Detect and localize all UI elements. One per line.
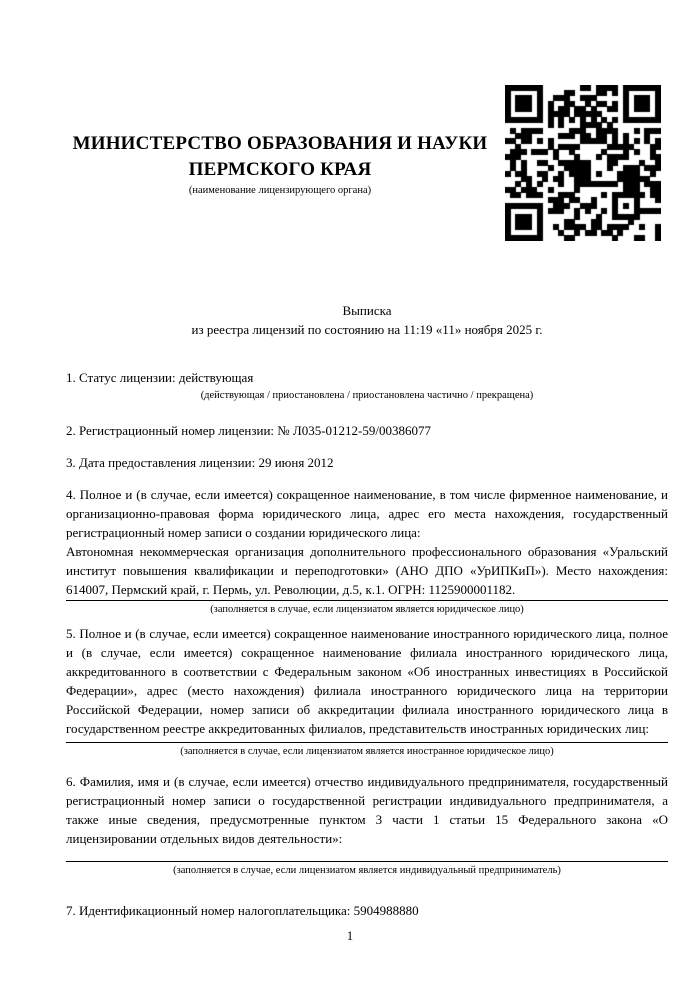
section-legal-entity xyxy=(66,485,668,616)
foreign-entity-caption: (заполняется в случае, если лицензиатом является иностранное юридическое лицо) xyxy=(180,746,554,757)
section-individual-entrepreneur xyxy=(66,772,668,877)
section-taxpayer-number xyxy=(66,901,668,920)
license-status-options-caption: (действующая / приостановлена / приостановлена частично / прекращена) xyxy=(200,390,534,401)
grant-date-text: 3. Дата предоставления лицензии: 29 июня 2012 xyxy=(66,455,334,470)
document-title xyxy=(66,301,668,339)
legal-entity-underline xyxy=(66,600,668,601)
ministry-name-line2: ПЕРМСКОГО КРАЯ xyxy=(188,158,372,180)
section-license-status xyxy=(66,368,668,402)
foreign-entity-label: 5. Полное и (в случае, если имеется) сокращенное наименование иностранного юридического лица, полное и (в случае, если имеется) сокращенное наименование филиала иностранного юридического лица, аккредитованного в соответствии с Федеральным законом «Об иностранных инвестициях в Российской Федерации», адрес (место нахождения) филиала иностранного юридического лица на территории Российской Федерации, номер записи об аккредитации филиала иностранного юридического лица в государственном реестре аккредитованных филиалов, представительств иностранных юридических лиц: xyxy=(66,626,668,736)
license-status-text: 1. Статус лицензии: действующая xyxy=(66,370,254,385)
legal-entity-caption: (заполняется в случае, если лицензиатом является юридическое лицо) xyxy=(210,604,524,615)
taxpayer-number-text: 7. Идентификационный номер налогоплательщика: 5904988880 xyxy=(66,903,419,918)
title-line2: из реестра лицензий по состоянию на 11:19 «11» ноября 2025 г. xyxy=(191,322,543,337)
title-line1: Выписка xyxy=(342,303,392,318)
ministry-header xyxy=(63,131,497,197)
licensing-authority-caption: (наименование лицензирующего органа) xyxy=(188,185,372,196)
registration-number-text: 2. Регистрационный номер лицензии: № Л035-01212-59/00386077 xyxy=(66,423,432,438)
individual-entrepreneur-caption: (заполняется в случае, если лицензиатом является индивидуальный предприниматель) xyxy=(173,865,561,876)
foreign-entity-underline xyxy=(66,742,668,743)
individual-entrepreneur-underline xyxy=(66,861,668,862)
individual-entrepreneur-label: 6. Фамилия, имя и (в случае, если имеется) отчество индивидуального предпринимателя, государственный регистрационный номер записи о государственной регистрации индивидуального предпринимателя, а также иные сведения, предусмотренные пунктом 3 части 1 статьи 15 Федерального закона «О лицензировании отдельных видов деятельности»: xyxy=(66,774,668,846)
legal-entity-value: Автономная некоммерческая организация дополнительного профессионального образования «Уральский институт повышения квалификации и переподготовки» (АНО ДПО «УрИПКиП»). Место нахождения: 614007, Пермский край, г. Пермь, ул. Революции, д.5, к.1. ОГРН: 1125900001182. xyxy=(66,544,668,597)
ministry-name-line1: МИНИСТЕРСТВО ОБРАЗОВАНИЯ И НАУКИ xyxy=(72,133,488,154)
qr-code-icon xyxy=(505,85,661,241)
page-number: 1 xyxy=(346,929,354,943)
section-foreign-entity xyxy=(66,624,668,758)
section-registration-number xyxy=(66,421,668,440)
legal-entity-label: 4. Полное и (в случае, если имеется) сокращенное наименование, в том числе фирменное наименование, и организационно-правовая форма юридического лица, адрес его места нахождения, государственный регистрационный номер записи о создании юридического лица: xyxy=(66,487,668,540)
section-grant-date xyxy=(66,453,668,472)
